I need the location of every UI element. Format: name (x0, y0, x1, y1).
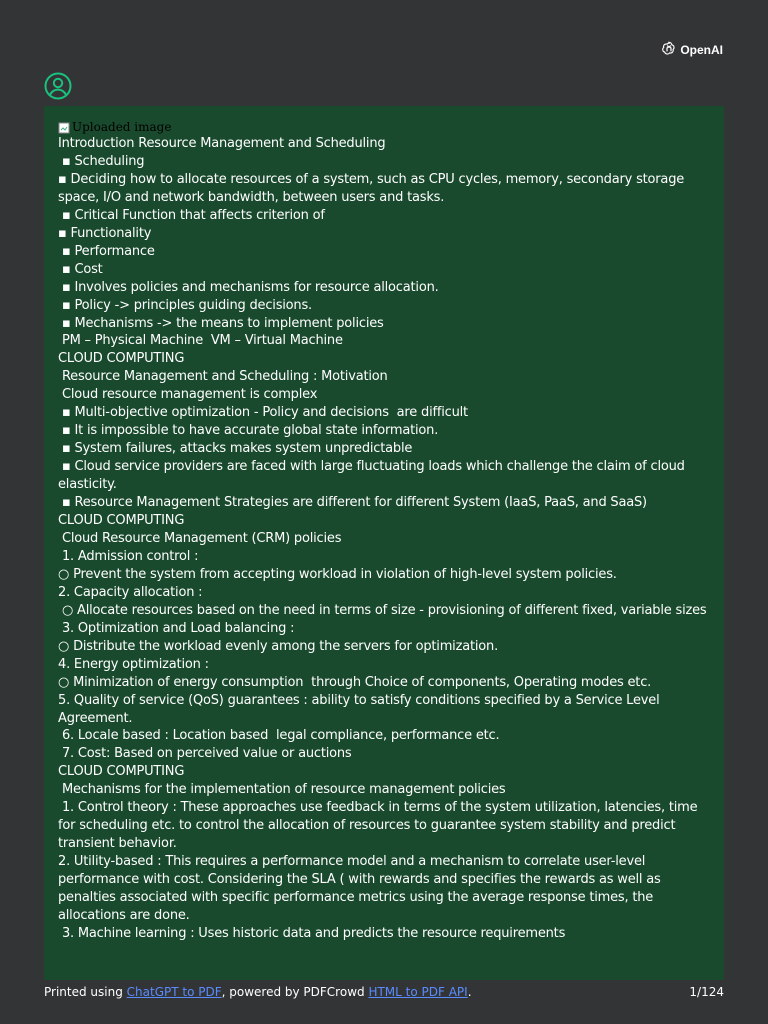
message-line: ▪ Cloud service providers are faced with large fluctuating loads which challenge the claim of cloud elasticity. (58, 459, 689, 493)
message-line: Mechanisms for the implementation of resource management policies (58, 782, 506, 798)
message-line: ○ Prevent the system from accepting workload in violation of high-level system policies. (58, 566, 617, 582)
footer-suffix: . (467, 985, 472, 999)
message-line: ▪ Performance (58, 243, 155, 259)
message-line: ▪ Multi-objective optimization - Policy and decisions are difficult (58, 405, 468, 421)
message-line: PM – Physical Machine VM – Virtual Machine (58, 333, 343, 349)
message-line: ▪ Critical Function that affects criterion of (58, 207, 325, 223)
message-line: ▪ Scheduling (58, 153, 145, 169)
message-line: ▪ Resource Management Strategies are different for different System (IaaS, PaaS, and SaaS) (58, 495, 647, 511)
chatgpt-to-pdf-link[interactable]: ChatGPT to PDF (126, 985, 222, 999)
message-line: ▪ Functionality (58, 225, 152, 241)
footer-prefix: Printed using (44, 985, 127, 999)
image-alt-text: Uploaded image (72, 120, 172, 134)
message-line: Resource Management and Scheduling : Motivation (58, 369, 388, 385)
message-line: ▪ System failures, attacks makes system unpredictable (58, 441, 413, 457)
message-line: ▪ Cost (58, 261, 103, 277)
message-line: 6. Locale based : Location based legal compliance, performance etc. (58, 728, 500, 744)
message-line: ▪ Deciding how to allocate resources of a system, such as CPU cycles, memory, secondary storage space, I/O and network bandwidth, between users and tasks. (58, 171, 688, 205)
user-avatar (44, 72, 72, 100)
user-circle-icon (44, 85, 72, 104)
footer-middle: , powered by PDFCrowd (221, 985, 369, 999)
html-to-pdf-api-link[interactable]: HTML to PDF API (368, 985, 468, 999)
message-line: Cloud resource management is complex (58, 387, 318, 403)
message-line: 2. Utility-based : This requires a performance model and a mechanism to correlate user-level performance with cost. Considering the SLA ( with rewards and specifies the rewards as well as penalties associated with specific performance metrics using the average response times, the allocations are done. (58, 854, 665, 923)
message-line: Introduction Resource Management and Scheduling (58, 136, 386, 151)
message-line: CLOUD COMPUTING (58, 513, 185, 529)
message-line: ○ Allocate resources based on the need in terms of size - provisioning of different fixed, variable sizes (58, 602, 707, 618)
message-text (58, 135, 712, 943)
message-line: Cloud Resource Management (CRM) policies (58, 530, 342, 546)
message-line: 7. Cost: Based on perceived value or auctions (58, 746, 352, 762)
message-line: ▪ Involves policies and mechanisms for resource allocation. (58, 279, 439, 295)
openai-logo-icon (661, 40, 677, 59)
footer-credit (44, 985, 472, 999)
message-line: ○ Minimization of energy consumption through Choice of components, Operating modes etc. (58, 674, 652, 690)
message-line: 2. Capacity allocation : (58, 584, 203, 600)
message-line: ▪ Mechanisms -> the means to implement policies (58, 315, 384, 331)
message-line: ○ Distribute the workload evenly among the servers for optimization. (58, 638, 499, 654)
message-line: CLOUD COMPUTING (58, 351, 185, 367)
message-line: ▪ Policy -> principles guiding decisions. (58, 297, 312, 313)
message-line: 1. Control theory : These approaches use feedback in terms of the system utilization, latencies, time for scheduling etc. to control the allocation of resources to guarantee system stability and predict transient behavior. (58, 800, 702, 852)
message-line: ▪ It is impossible to have accurate global state information. (58, 423, 439, 439)
broken-image-icon (58, 122, 70, 134)
message-line: CLOUD COMPUTING (58, 764, 185, 780)
page-number: 1/124 (689, 985, 724, 999)
uploaded-image (58, 120, 712, 135)
brand-name: OpenAI (680, 42, 723, 57)
user-message (44, 106, 724, 980)
print-footer (44, 985, 724, 999)
message-line: 5. Quality of service (QoS) guarantees : ability to satisfy conditions specified by a Service Level Agreement. (58, 692, 664, 726)
openai-brand (661, 40, 723, 59)
message-line: 3. Optimization and Load balancing : (58, 620, 295, 636)
message-line: 1. Admission control : (58, 548, 199, 564)
message-line: 4. Energy optimization : (58, 656, 209, 672)
message-line: 3. Machine learning : Uses historic data and predicts the resource requirements (58, 925, 566, 941)
